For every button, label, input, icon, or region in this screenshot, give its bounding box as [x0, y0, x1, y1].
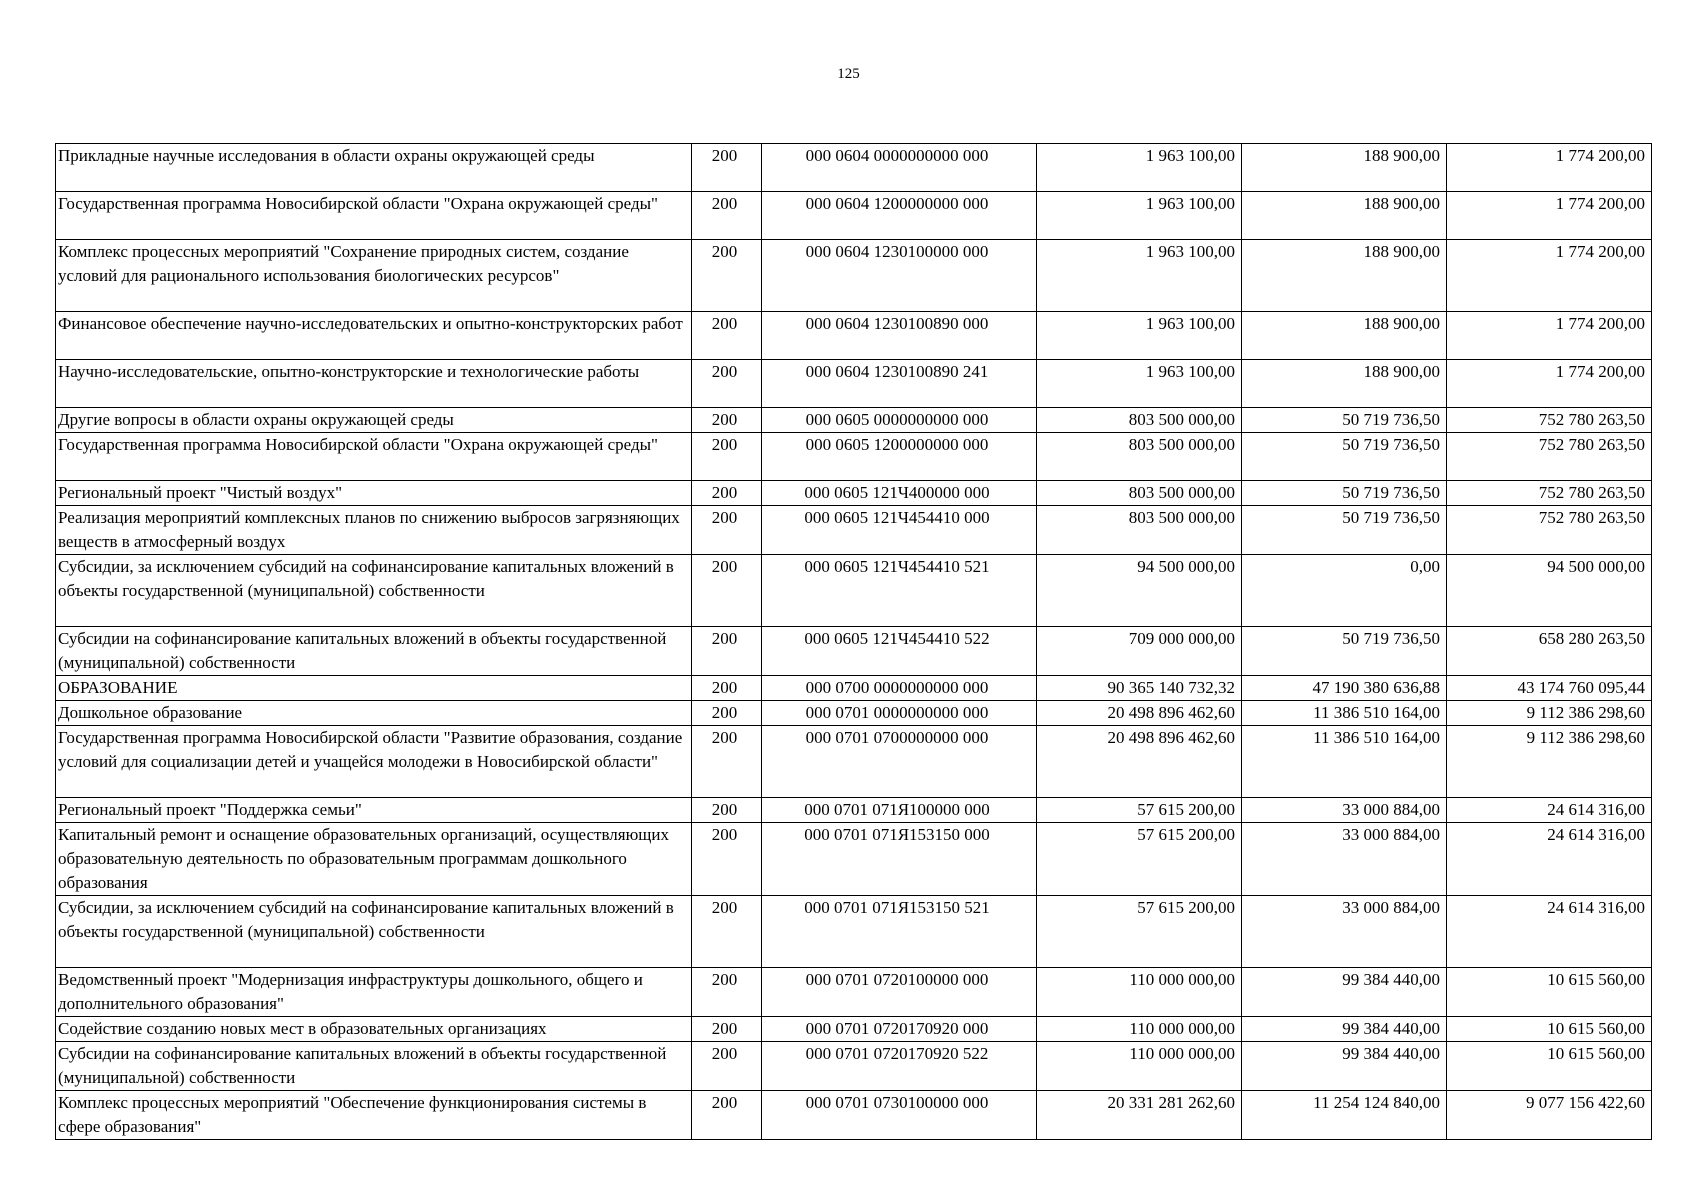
row-name: Финансовое обеспечение научно-исследовательских и опытно-конструкторских работ	[56, 312, 692, 360]
row-name: Региональный проект "Чистый воздух"	[56, 481, 692, 506]
row-name: Капитальный ремонт и оснащение образовательных организаций, осуществляющих образовательную деятельность по образовательным программам дошкольного образования	[56, 823, 692, 896]
row-amount-col5: 0,00	[1242, 555, 1447, 627]
row-amount-col4: 20 331 281 262,60	[1037, 1091, 1242, 1140]
table-row	[56, 896, 1652, 968]
table-row	[56, 823, 1652, 896]
row-code: 200	[692, 627, 762, 676]
row-code: 200	[692, 144, 762, 192]
row-amount-col6: 1 774 200,00	[1447, 144, 1652, 192]
row-amount-col4: 110 000 000,00	[1037, 968, 1242, 1017]
row-amount-col4: 20 498 896 462,60	[1037, 701, 1242, 726]
row-amount-col5: 11 254 124 840,00	[1242, 1091, 1447, 1140]
row-amount-col4: 1 963 100,00	[1037, 192, 1242, 240]
table-row	[56, 1017, 1652, 1042]
table-row	[56, 1042, 1652, 1091]
row-classification: 000 0604 0000000000 000	[762, 144, 1037, 192]
row-amount-col5: 99 384 440,00	[1242, 968, 1447, 1017]
row-amount-col6: 10 615 560,00	[1447, 1017, 1652, 1042]
row-amount-col4: 57 615 200,00	[1037, 823, 1242, 896]
row-classification: 000 0700 0000000000 000	[762, 676, 1037, 701]
row-amount-col4: 803 500 000,00	[1037, 506, 1242, 555]
row-amount-col6: 10 615 560,00	[1447, 968, 1652, 1017]
row-amount-col5: 99 384 440,00	[1242, 1017, 1447, 1042]
row-amount-col6: 658 280 263,50	[1447, 627, 1652, 676]
row-code: 200	[692, 823, 762, 896]
row-amount-col6: 94 500 000,00	[1447, 555, 1652, 627]
row-code: 200	[692, 896, 762, 968]
row-amount-col5: 188 900,00	[1242, 312, 1447, 360]
row-name: Государственная программа Новосибирской области "Охрана окружающей среды"	[56, 192, 692, 240]
table-row	[56, 1091, 1652, 1140]
row-classification: 000 0701 071Я153150 521	[762, 896, 1037, 968]
row-amount-col5: 33 000 884,00	[1242, 823, 1447, 896]
row-amount-col6: 752 780 263,50	[1447, 408, 1652, 433]
row-amount-col6: 43 174 760 095,44	[1447, 676, 1652, 701]
table-row	[56, 968, 1652, 1017]
row-code: 200	[692, 1042, 762, 1091]
row-code: 200	[692, 1091, 762, 1140]
row-name: Дошкольное образование	[56, 701, 692, 726]
row-amount-col5: 11 386 510 164,00	[1242, 701, 1447, 726]
row-classification: 000 0701 0700000000 000	[762, 726, 1037, 798]
row-classification: 000 0701 071Я100000 000	[762, 798, 1037, 823]
row-classification: 000 0701 0730100000 000	[762, 1091, 1037, 1140]
row-amount-col4: 709 000 000,00	[1037, 627, 1242, 676]
row-amount-col5: 11 386 510 164,00	[1242, 726, 1447, 798]
table-row	[56, 408, 1652, 433]
row-amount-col5: 50 719 736,50	[1242, 408, 1447, 433]
row-amount-col6: 752 780 263,50	[1447, 506, 1652, 555]
row-amount-col4: 803 500 000,00	[1037, 408, 1242, 433]
row-amount-col6: 10 615 560,00	[1447, 1042, 1652, 1091]
row-amount-col6: 752 780 263,50	[1447, 433, 1652, 481]
table-row	[56, 481, 1652, 506]
budget-table	[55, 143, 1652, 1140]
row-amount-col4: 1 963 100,00	[1037, 144, 1242, 192]
row-amount-col5: 50 719 736,50	[1242, 481, 1447, 506]
row-amount-col4: 1 963 100,00	[1037, 240, 1242, 312]
row-code: 200	[692, 701, 762, 726]
row-name: Комплекс процессных мероприятий "Сохранение природных систем, создание условий для рационального использования биологических ресурсов"	[56, 240, 692, 312]
row-amount-col4: 110 000 000,00	[1037, 1042, 1242, 1091]
table-row	[56, 506, 1652, 555]
row-code: 200	[692, 1017, 762, 1042]
row-code: 200	[692, 506, 762, 555]
row-amount-col5: 47 190 380 636,88	[1242, 676, 1447, 701]
row-code: 200	[692, 798, 762, 823]
table-row	[56, 240, 1652, 312]
row-name: Научно-исследовательские, опытно-конструкторские и технологические работы	[56, 360, 692, 408]
row-classification: 000 0701 0720100000 000	[762, 968, 1037, 1017]
row-amount-col4: 1 963 100,00	[1037, 312, 1242, 360]
row-amount-col5: 50 719 736,50	[1242, 433, 1447, 481]
row-amount-col4: 94 500 000,00	[1037, 555, 1242, 627]
row-amount-col4: 20 498 896 462,60	[1037, 726, 1242, 798]
row-code: 200	[692, 676, 762, 701]
row-code: 200	[692, 240, 762, 312]
table-body	[56, 144, 1652, 1140]
table-row	[56, 676, 1652, 701]
row-name: Прикладные научные исследования в области охраны окружающей среды	[56, 144, 692, 192]
row-amount-col5: 188 900,00	[1242, 240, 1447, 312]
row-name: ОБРАЗОВАНИЕ	[56, 676, 692, 701]
row-amount-col5: 188 900,00	[1242, 144, 1447, 192]
row-classification: 000 0604 1230100890 000	[762, 312, 1037, 360]
row-code: 200	[692, 433, 762, 481]
row-amount-col6: 752 780 263,50	[1447, 481, 1652, 506]
row-amount-col6: 1 774 200,00	[1447, 192, 1652, 240]
row-amount-col6: 24 614 316,00	[1447, 798, 1652, 823]
row-name: Содействие созданию новых мест в образовательных организациях	[56, 1017, 692, 1042]
table-row	[56, 555, 1652, 627]
row-code: 200	[692, 360, 762, 408]
table-row	[56, 312, 1652, 360]
row-amount-col6: 9 112 386 298,60	[1447, 701, 1652, 726]
row-name: Государственная программа Новосибирской области "Развитие образования, создание условий для социализации детей и учащейся молодежи в Новосибирской области"	[56, 726, 692, 798]
row-name: Региональный проект "Поддержка семьи"	[56, 798, 692, 823]
row-amount-col5: 33 000 884,00	[1242, 896, 1447, 968]
row-amount-col4: 1 963 100,00	[1037, 360, 1242, 408]
row-amount-col4: 57 615 200,00	[1037, 798, 1242, 823]
table-row	[56, 701, 1652, 726]
row-code: 200	[692, 312, 762, 360]
row-amount-col4: 110 000 000,00	[1037, 1017, 1242, 1042]
row-amount-col6: 9 112 386 298,60	[1447, 726, 1652, 798]
row-classification: 000 0605 1200000000 000	[762, 433, 1037, 481]
row-classification: 000 0605 121Ч454410 522	[762, 627, 1037, 676]
table-row	[56, 726, 1652, 798]
row-classification: 000 0604 1200000000 000	[762, 192, 1037, 240]
row-code: 200	[692, 408, 762, 433]
row-code: 200	[692, 481, 762, 506]
row-name: Государственная программа Новосибирской области "Охрана окружающей среды"	[56, 433, 692, 481]
row-amount-col6: 24 614 316,00	[1447, 896, 1652, 968]
row-name: Комплекс процессных мероприятий "Обеспечение функционирования системы в сфере образования"	[56, 1091, 692, 1140]
row-amount-col4: 57 615 200,00	[1037, 896, 1242, 968]
row-classification: 000 0605 121Ч454410 521	[762, 555, 1037, 627]
table-row	[56, 627, 1652, 676]
row-amount-col5: 50 719 736,50	[1242, 506, 1447, 555]
row-name: Реализация мероприятий комплексных планов по снижению выбросов загрязняющих веществ в атмосферный воздух	[56, 506, 692, 555]
row-name: Субсидии на софинансирование капитальных вложений в объекты государственной (муниципальной) собственности	[56, 1042, 692, 1091]
row-amount-col6: 1 774 200,00	[1447, 312, 1652, 360]
table-row	[56, 192, 1652, 240]
row-classification: 000 0605 0000000000 000	[762, 408, 1037, 433]
table-row	[56, 798, 1652, 823]
table-row	[56, 433, 1652, 481]
table-row	[56, 144, 1652, 192]
row-name: Субсидии, за исключением субсидий на софинансирование капитальных вложений в объекты государственной (муниципальной) собственности	[56, 896, 692, 968]
row-amount-col5: 50 719 736,50	[1242, 627, 1447, 676]
row-amount-col5: 99 384 440,00	[1242, 1042, 1447, 1091]
row-amount-col4: 803 500 000,00	[1037, 481, 1242, 506]
row-classification: 000 0604 1230100890 241	[762, 360, 1037, 408]
row-classification: 000 0605 121Ч454410 000	[762, 506, 1037, 555]
row-amount-col5: 33 000 884,00	[1242, 798, 1447, 823]
row-name: Субсидии на софинансирование капитальных вложений в объекты государственной (муниципальной) собственности	[56, 627, 692, 676]
row-code: 200	[692, 968, 762, 1017]
row-amount-col6: 24 614 316,00	[1447, 823, 1652, 896]
row-code: 200	[692, 555, 762, 627]
row-amount-col5: 188 900,00	[1242, 192, 1447, 240]
row-classification: 000 0701 0000000000 000	[762, 701, 1037, 726]
row-amount-col6: 9 077 156 422,60	[1447, 1091, 1652, 1140]
row-amount-col5: 188 900,00	[1242, 360, 1447, 408]
row-amount-col6: 1 774 200,00	[1447, 240, 1652, 312]
row-amount-col4: 803 500 000,00	[1037, 433, 1242, 481]
row-name: Ведомственный проект "Модернизация инфраструктуры дошкольного, общего и дополнительного образования"	[56, 968, 692, 1017]
row-amount-col6: 1 774 200,00	[1447, 360, 1652, 408]
row-name: Другие вопросы в области охраны окружающей среды	[56, 408, 692, 433]
row-classification: 000 0604 1230100000 000	[762, 240, 1037, 312]
row-code: 200	[692, 192, 762, 240]
row-name: Субсидии, за исключением субсидий на софинансирование капитальных вложений в объекты государственной (муниципальной) собственности	[56, 555, 692, 627]
row-classification: 000 0701 071Я153150 000	[762, 823, 1037, 896]
row-classification: 000 0701 0720170920 522	[762, 1042, 1037, 1091]
table-row	[56, 360, 1652, 408]
row-code: 200	[692, 726, 762, 798]
page-number: 125	[837, 66, 860, 82]
row-amount-col4: 90 365 140 732,32	[1037, 676, 1242, 701]
row-classification: 000 0701 0720170920 000	[762, 1017, 1037, 1042]
row-classification: 000 0605 121Ч400000 000	[762, 481, 1037, 506]
